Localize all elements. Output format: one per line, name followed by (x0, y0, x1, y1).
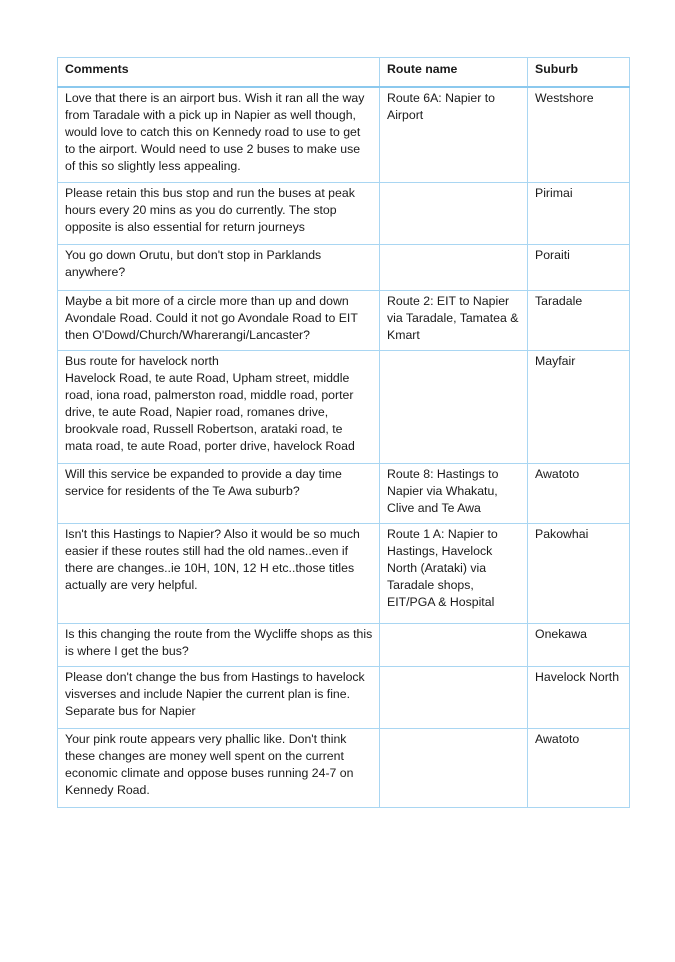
route-cell (380, 183, 528, 245)
suburb-cell: Poraiti (528, 245, 630, 291)
suburb-cell: Mayfair (528, 351, 630, 464)
suburb-cell: Taradale (528, 291, 630, 351)
route-cell: Route 8: Hastings to Napier via Whakatu, Clive and Te Awa (380, 464, 528, 524)
comment-cell: Please retain this bus stop and run the buses at peak hours every 20 mins as you do currently. The stop opposite is also essential for return journeys (58, 183, 380, 245)
suburb-cell: Havelock North (528, 667, 630, 729)
table-header-row (58, 58, 630, 88)
route-cell: Route 1 A: Napier to Hastings, Havelock North (Arataki) via Taradale shops, EIT/PGA & Hospital (380, 524, 528, 624)
suburb-cell: Awatoto (528, 729, 630, 808)
route-cell (380, 245, 528, 291)
route-cell: Route 6A: Napier to Airport (380, 87, 528, 183)
comment-cell: Your pink route appears very phallic like. Don't think these changes are money well spent on the current economic climate and oppose buses running 24-7 on Kennedy Road. (58, 729, 380, 808)
comment-cell: Bus route for havelock north Havelock Road, te aute Road, Upham street, middle road, iona road, palmerston road, middle road, porter drive, te aute Road, Napier road, romanes drive, brookvale road, Russell Robertson, arataki road, te mata road, te aute Road, porter drive, havelock Road (58, 351, 380, 464)
route-cell (380, 624, 528, 667)
comment-cell: You go down Orutu, but don't stop in Parklands anywhere? (58, 245, 380, 291)
route-cell (380, 729, 528, 808)
suburb-cell: Westshore (528, 87, 630, 183)
comment-cell: Love that there is an airport bus. Wish it ran all the way from Taradale with a pick up in Napier as well though, would love to catch this on Kennedy road to use to get to the airport. Would need to use 2 buses to make use of this so slightly less appealing. (58, 87, 380, 183)
comment-cell: Will this service be expanded to provide a day time service for residents of the Te Awa suburb? (58, 464, 380, 524)
comments-table (57, 57, 630, 808)
comment-cell: Is this changing the route from the Wycliffe shops as this is where I get the bus? (58, 624, 380, 667)
table-row (58, 729, 630, 808)
suburb-cell: Onekawa (528, 624, 630, 667)
comment-cell: Please don't change the bus from Hastings to havelock visverses and include Napier the current plan is fine. Separate bus for Napier (58, 667, 380, 729)
table-row (58, 291, 630, 351)
table-row (58, 464, 630, 524)
table-row (58, 624, 630, 667)
table-row (58, 87, 630, 183)
suburb-cell: Pirimai (528, 183, 630, 245)
header-route-name: Route name (380, 58, 528, 88)
suburb-cell: Pakowhai (528, 524, 630, 624)
route-cell (380, 351, 528, 464)
route-cell (380, 667, 528, 729)
table-row (58, 667, 630, 729)
table-row (58, 524, 630, 624)
comment-cell: Maybe a bit more of a circle more than up and down Avondale Road. Could it not go Avondale Road to EIT then O'Dowd/Church/Wharerangi/Lancaster? (58, 291, 380, 351)
table-row (58, 351, 630, 464)
suburb-cell: Awatoto (528, 464, 630, 524)
comment-cell: Isn't this Hastings to Napier? Also it would be so much easier if these routes still had the old names..even if there are changes..ie 10H, 10N, 12 H etc..those titles actually are very helpful. (58, 524, 380, 624)
table-row (58, 183, 630, 245)
header-comments: Comments (58, 58, 380, 88)
route-cell: Route 2: EIT to Napier via Taradale, Tamatea & Kmart (380, 291, 528, 351)
header-suburb: Suburb (528, 58, 630, 88)
table-row (58, 245, 630, 291)
